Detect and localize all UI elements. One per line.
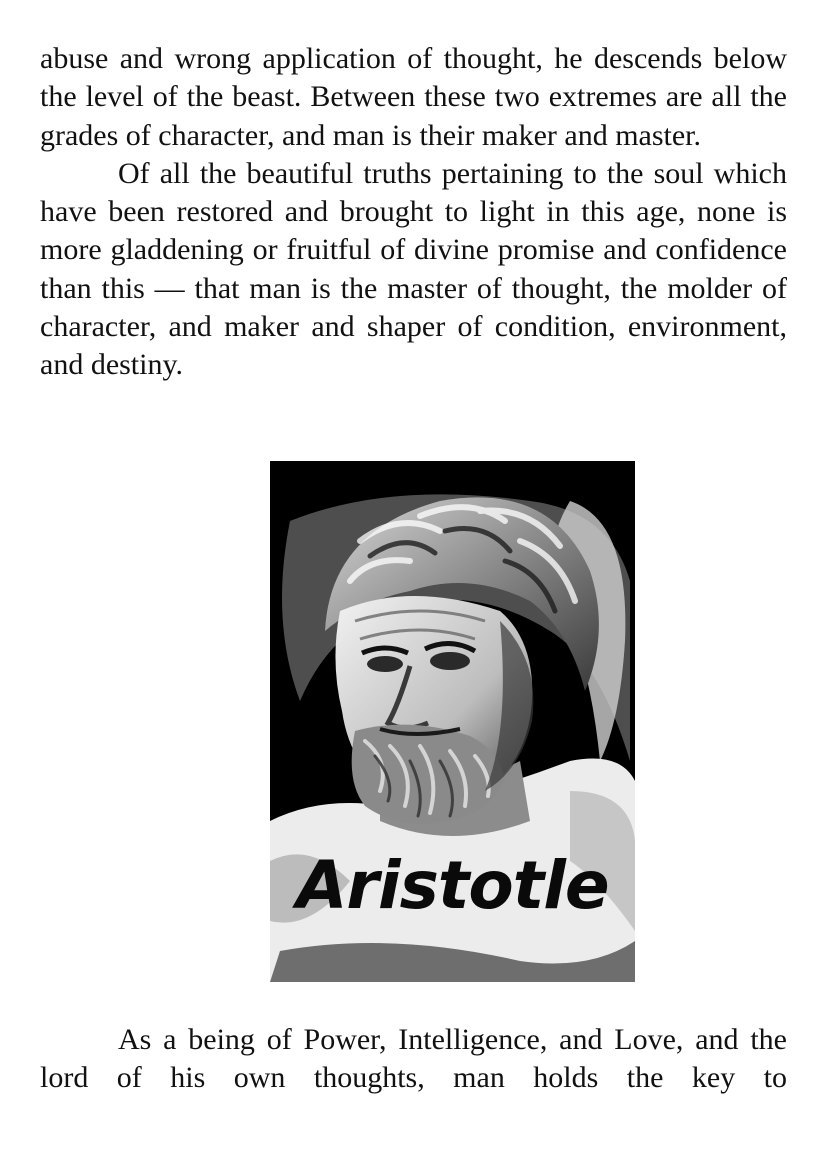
aristotle-portrait-figure <box>270 461 635 982</box>
paragraph-3: As a being of Power, Intelligence, and Love, and the lord of his own thoughts, man holds the key to <box>40 1023 787 1095</box>
page-text-top <box>40 40 787 385</box>
paragraph-1: abuse and wrong application of thought, he descends below the level of the beast. Between these two extremes are all the grades of character, and man is their maker and master. <box>40 42 787 152</box>
figure-caption: Aristotle <box>296 847 609 924</box>
paragraph-2: Of all the beautiful truths pertaining to the soul which have been restored and brought to light in this age, none is more gladdening or fruitful of divine promise and confidence than this — that man is the master of thought, the molder of character, and maker and shaper of condition, environment, and destiny. <box>40 156 787 382</box>
page-text-bottom <box>40 1021 787 1098</box>
